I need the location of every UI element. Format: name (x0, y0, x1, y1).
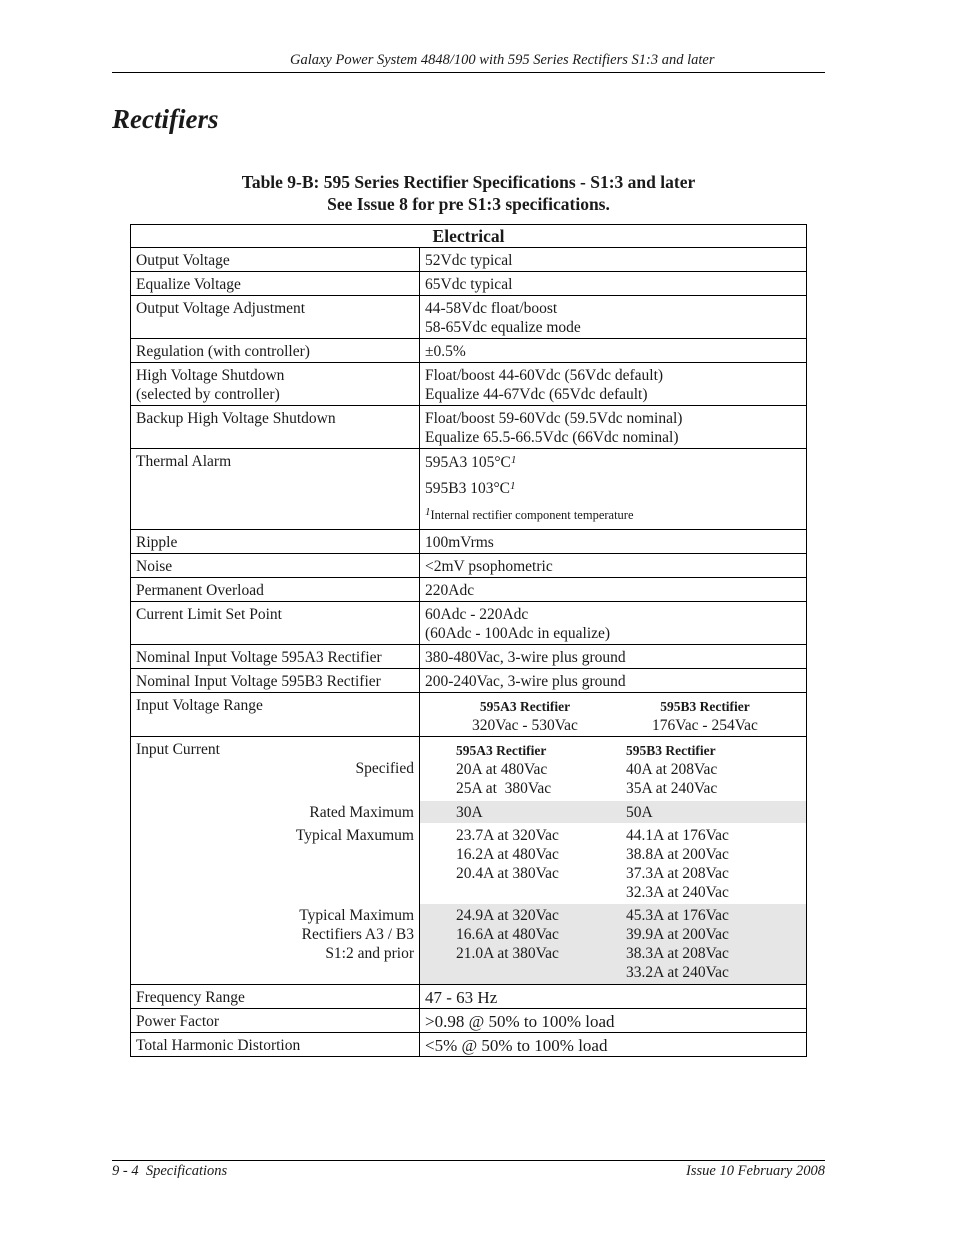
row-label: Nominal Input Voltage 595A3 Rectifier (131, 645, 420, 669)
row-value: 380-480Vac, 3-wire plus ground (420, 645, 807, 669)
table-header: Electrical (131, 225, 807, 248)
row-value: 220Adc (420, 578, 807, 602)
typical-label: Typical Maxumum (295, 827, 414, 844)
table-row (131, 669, 807, 693)
value-line: Float/boost 44-60Vdc (56Vdc default) (425, 367, 664, 384)
row-label: Current Limit Set Point (131, 602, 420, 645)
subheader-595a3: 595A3 Rectifier (479, 699, 571, 714)
footnote-marker: 1 (510, 454, 517, 466)
header-rule (112, 72, 825, 73)
row-value (420, 406, 807, 449)
table-row (131, 339, 807, 363)
rated-value-b3: 50A (626, 804, 653, 821)
value-line: 35A at 240Vac (626, 780, 718, 797)
table-row (131, 554, 807, 578)
spec-table (130, 224, 807, 1057)
row-value: ±0.5% (420, 339, 807, 363)
footnote-text: Internal rectifier component temperature (430, 508, 634, 522)
rated-label: Rated Maximum (309, 804, 414, 821)
row-label (131, 363, 420, 406)
input-current-typical-prior (131, 904, 806, 984)
row-label: Ripple (131, 530, 420, 554)
rated-values (419, 801, 806, 823)
value-line: Equalize 65.5-66.5Vdc (66Vdc nominal) (425, 429, 679, 446)
specified-label: Specified (355, 760, 414, 777)
thermal-footnote (425, 502, 801, 528)
row-value: 200-240Vac, 3-wire plus ground (420, 669, 807, 693)
value-line: 23.7A at 320Vac (456, 827, 559, 844)
table-row (131, 645, 807, 669)
thermal-line (425, 450, 801, 476)
value-line: 40A at 208Vac (626, 761, 718, 778)
typical-prior-values (419, 904, 806, 984)
row-label: Noise (131, 554, 420, 578)
specified-col-a3 (420, 741, 626, 798)
row-label: Output Voltage Adjustment (131, 296, 420, 339)
row-label: Regulation (with controller) (131, 339, 420, 363)
input-current-specified (131, 737, 806, 801)
footer-rule (112, 1160, 825, 1161)
table-row-input-voltage-range (131, 693, 807, 737)
value-line: Equalize 44-67Vdc (65Vdc default) (425, 386, 648, 403)
footer-issue: Issue 10 February 2008 (686, 1163, 825, 1179)
row-label: Total Harmonic Distortion (131, 1033, 420, 1057)
table-caption: Table 9-B: 595 Series Rectifier Specifications - S1:3 and later (241, 172, 696, 192)
value-line: 32.3A at 240Vac (626, 884, 729, 901)
value-line: 21.0A at 380Vac (456, 945, 559, 962)
input-current-rated (131, 801, 806, 823)
subheader-595a3: 595A3 Rectifier (456, 743, 547, 758)
row-value: <5% @ 50% to 100% load (420, 1033, 807, 1057)
table-header-row (131, 225, 807, 248)
value-line: 20.4A at 380Vac (456, 865, 559, 882)
row-value (420, 449, 807, 530)
typical-col-b3 (626, 826, 806, 902)
range-col-b3 (615, 697, 795, 735)
value-line: 24.9A at 320Vac (456, 907, 559, 924)
row-value: 65Vdc typical (420, 272, 807, 296)
input-current-label-cell (131, 737, 419, 801)
thermal-value-b3: 595B3 103°C (425, 480, 511, 497)
row-value: <2mV psophometric (420, 554, 807, 578)
table-row (131, 985, 807, 1009)
running-header: Galaxy Power System 4848/100 with 595 Series Rectifiers S1:3 and later (290, 52, 715, 68)
value-line: 38.3A at 208Vac (626, 945, 729, 962)
row-label: Thermal Alarm (131, 449, 420, 530)
row-value: 47 - 63 Hz (420, 985, 807, 1009)
label-line: S1:2 and prior (325, 945, 414, 962)
table-row (131, 530, 807, 554)
input-current-block (131, 737, 807, 985)
table-row (131, 578, 807, 602)
row-value: >0.98 @ 50% to 100% load (420, 1009, 807, 1033)
footnote-marker: 1 (510, 480, 516, 492)
row-value (420, 693, 807, 737)
typical-prior-col-a3 (420, 906, 626, 982)
row-value: 52Vdc typical (420, 248, 807, 272)
value-line: 37.3A at 208Vac (626, 865, 729, 882)
row-label: Output Voltage (131, 248, 420, 272)
row-value (420, 296, 807, 339)
table-row (131, 363, 807, 406)
label-line: Typical Maximum (299, 907, 414, 924)
footnote-marker: 1 (425, 506, 431, 518)
value-line: 44.1A at 176Vac (626, 827, 729, 844)
table-row (131, 1009, 807, 1033)
value-line: 45.3A at 176Vac (626, 907, 729, 924)
typical-col-a3 (420, 826, 626, 902)
range-col-a3 (425, 697, 625, 735)
row-value: 100mVrms (420, 530, 807, 554)
row-label: Backup High Voltage Shutdown (131, 406, 420, 449)
row-label: Input Voltage Range (131, 693, 420, 737)
section-title: Rectifiers (112, 104, 219, 134)
input-current-label: Input Current (136, 741, 220, 758)
row-label: Nominal Input Voltage 595B3 Rectifier (131, 669, 420, 693)
value-line: 25A at 380Vac (456, 780, 552, 797)
row-value (420, 363, 807, 406)
subheader-595b3: 595B3 Rectifier (660, 699, 750, 714)
table-row (131, 296, 807, 339)
row-label: Frequency Range (131, 985, 420, 1009)
value-line: 44-58Vdc float/boost (425, 300, 558, 317)
thermal-value-a3: 595A3 105°C (425, 454, 511, 471)
table-row-thermal (131, 449, 807, 530)
typical-prior-col-b3 (626, 906, 806, 982)
typical-values (419, 823, 806, 904)
thermal-line (425, 476, 801, 502)
value-line: Float/boost 59-60Vdc (59.5Vdc nominal) (425, 410, 683, 427)
label-line: Rectifiers A3 / B3 (301, 926, 414, 943)
range-value-a3: 320Vac - 530Vac (472, 717, 578, 734)
value-line: 16.6A at 480Vac (456, 926, 559, 943)
table-row-input-current (131, 737, 807, 985)
value-line: 33.2A at 240Vac (626, 964, 729, 981)
value-line: (60Adc - 100Adc in equalize) (425, 625, 611, 642)
row-label: Permanent Overload (131, 578, 420, 602)
range-value-b3: 176Vac - 254Vac (652, 717, 758, 734)
table-row (131, 406, 807, 449)
table-row (131, 272, 807, 296)
value-line: 39.9A at 200Vac (626, 926, 729, 943)
table-row (131, 1033, 807, 1057)
typical-prior-label (131, 904, 419, 984)
table-caption-note: See Issue 8 for pre S1:3 specifications. (327, 194, 610, 214)
range-columns (425, 697, 801, 735)
subheader-595b3: 595B3 Rectifier (626, 743, 716, 758)
value-line: 38.8A at 200Vac (626, 846, 729, 863)
row-value (420, 602, 807, 645)
table-row (131, 602, 807, 645)
value-line: 20A at 480Vac (456, 761, 548, 778)
row-label: Equalize Voltage (131, 272, 420, 296)
value-line: 16.2A at 480Vac (456, 846, 559, 863)
row-label: Power Factor (131, 1009, 420, 1033)
label-line: (selected by controller) (136, 386, 280, 403)
value-line: 58-65Vdc equalize mode (425, 319, 581, 336)
value-line: 60Adc - 220Adc (425, 606, 529, 623)
footer-page-ref: 9 - 4 Specifications (112, 1163, 228, 1179)
input-current-typical (131, 823, 806, 904)
specified-col-b3 (626, 741, 806, 798)
rated-value-a3: 30A (456, 804, 483, 821)
specified-values (419, 737, 806, 801)
label-line: High Voltage Shutdown (136, 367, 285, 384)
table-row (131, 248, 807, 272)
